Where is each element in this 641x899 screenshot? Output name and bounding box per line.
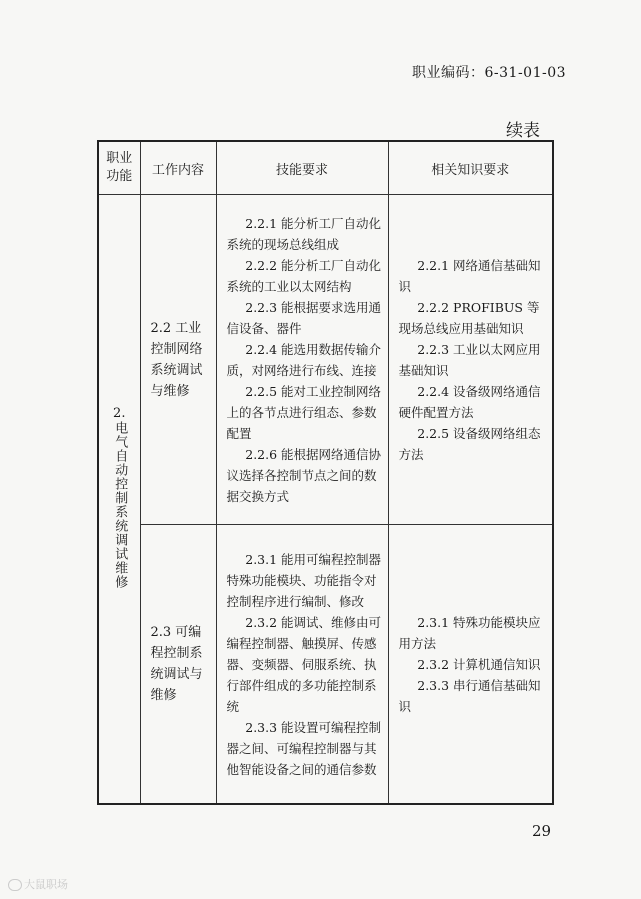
header-function xyxy=(98,141,140,195)
knowledge-item: 2.2.4 设备级网络通信硬件配置方法 xyxy=(398,383,541,420)
watermark-text: 大鼠职场 xyxy=(24,878,68,891)
table-header-row xyxy=(98,141,553,195)
function-cell xyxy=(98,195,140,805)
knowledge-item: 2.2.5 设备级网络组态方法 xyxy=(398,425,541,462)
header-skills: 技能要求 xyxy=(216,141,388,195)
header-knowledge: 相关知识要求 xyxy=(388,141,553,195)
knowledge-item: 2.3.3 串行通信基础知识 xyxy=(398,677,541,714)
knowledge-item: 2.3.1 特殊功能模块应用方法 xyxy=(398,614,541,651)
skill-item: 2.2.3 能根据要求选用通信设备、器件 xyxy=(226,299,382,336)
function-number: 2. xyxy=(113,405,126,421)
knowledge-2-2 xyxy=(388,195,553,525)
skill-item: 2.3.1 能用可编程控制器特殊功能模块、功能指令对控制程序进行编制、修改 xyxy=(226,551,382,609)
watermark xyxy=(8,876,68,892)
skill-item: 2.2.1 能分析工厂自动化系统的现场总线组成 xyxy=(226,215,382,252)
table-row xyxy=(98,195,553,525)
standards-table xyxy=(97,140,554,805)
knowledge-2-3 xyxy=(388,525,553,805)
watermark-logo-icon xyxy=(8,879,22,891)
header-function-line2: 功能 xyxy=(106,169,133,184)
skills-2-3 xyxy=(216,525,388,805)
skill-item: 2.3.2 能调试、维修由可编程控制器、触摸屏、传感器、变频器、伺服系统、执行部件组成的多功能控制系统 xyxy=(226,614,382,714)
skill-item: 2.2.2 能分析工厂自动化系统的工业以太网结构 xyxy=(226,257,382,294)
work-content-2-3: 2.3 可编程控制系统调试与维修 xyxy=(140,525,216,805)
work-content-2-2: 2.2 工业控制网络系统调试与维修 xyxy=(140,195,216,525)
table-row xyxy=(98,525,553,805)
continued-label: 续表 xyxy=(506,121,540,141)
header-work: 工作内容 xyxy=(140,141,216,195)
function-text: 电气自动控制系统调试维修 xyxy=(112,420,128,589)
skill-item: 2.2.6 能根据网络通信协议选择各控制节点之间的数据交换方式 xyxy=(226,446,382,504)
occupation-code: 职业编码：6-31-01-03 xyxy=(412,65,567,81)
page-number: 29 xyxy=(532,822,552,840)
header-function-line1: 职业 xyxy=(106,151,133,166)
knowledge-item: 2.2.2 PROFIBUS 等现场总线应用基础知识 xyxy=(398,299,540,336)
knowledge-item: 2.2.1 网络通信基础知识 xyxy=(398,257,541,294)
skills-2-2 xyxy=(216,195,388,525)
skill-item: 2.2.4 能选用数据传输介质，对网络进行布线、连接 xyxy=(226,341,382,378)
knowledge-item: 2.2.3 工业以太网应用基础知识 xyxy=(398,341,541,378)
skill-item: 2.3.3 能设置可编程控制器之间、可编程控制器与其他智能设备之间的通信参数 xyxy=(226,719,382,777)
skill-item: 2.2.5 能对工业控制网络上的各节点进行组态、参数配置 xyxy=(226,383,382,441)
knowledge-item: 2.3.2 计算机通信知识 xyxy=(417,656,541,672)
